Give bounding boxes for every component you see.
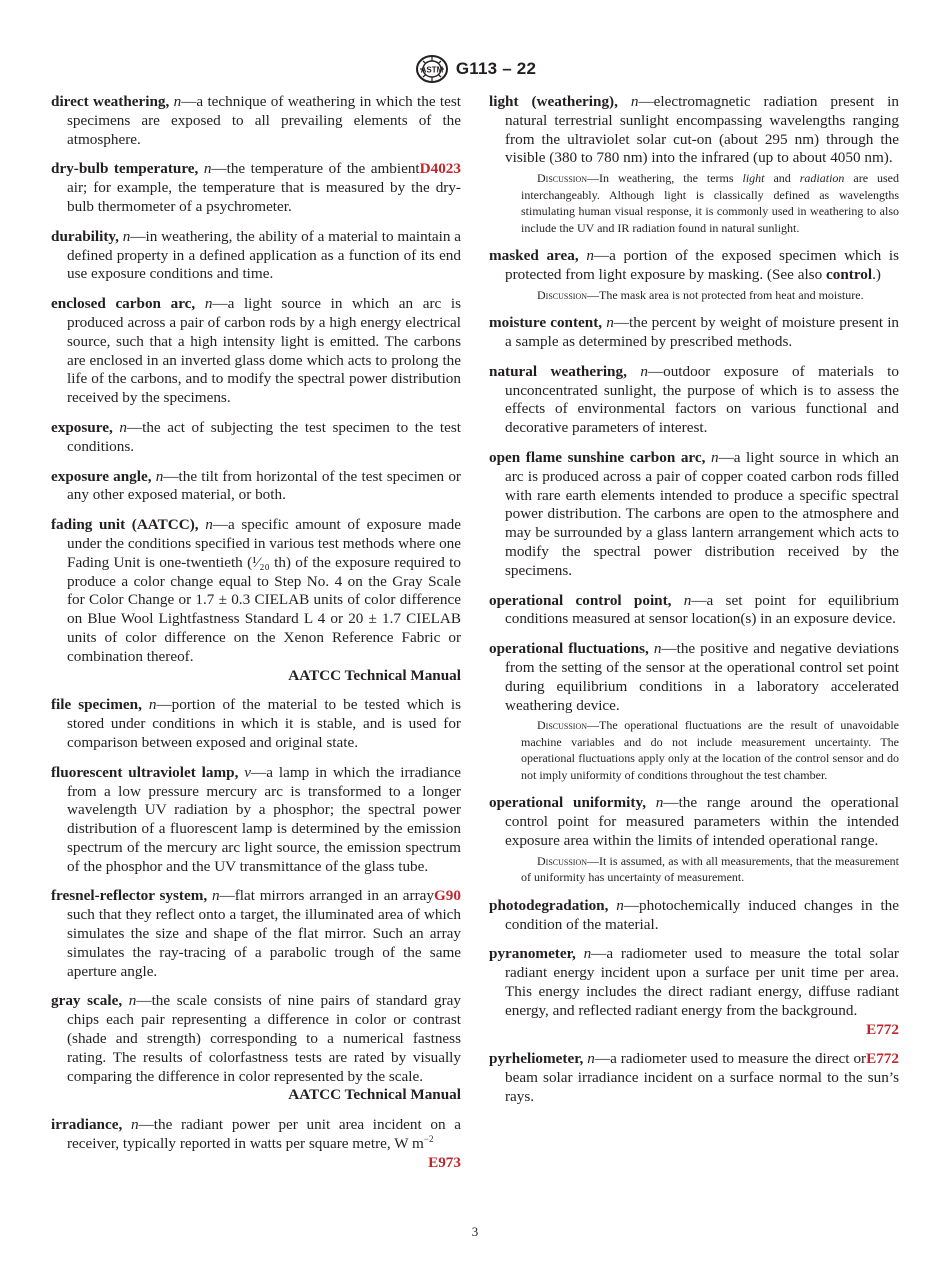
- glossary-entry: [489, 247, 899, 303]
- reference-code: D4023: [419, 160, 461, 178]
- entry-text: [51, 992, 461, 1105]
- glossary-entry: [51, 295, 461, 408]
- glossary-entry: [489, 93, 899, 236]
- discussion-label: Discussion: [537, 171, 588, 186]
- entry-term: operational uniformity,: [489, 794, 647, 812]
- entry-text: [51, 93, 461, 149]
- entry-definition: —a radiometer used to measure the direct or beam solar irradiance incident on a surface normal to the sun’s rays.: [505, 1050, 899, 1105]
- part-of-speech: n: [122, 227, 131, 245]
- glossary-entry: [51, 1116, 461, 1172]
- entry-text: [489, 640, 899, 783]
- discussion-label: Discussion: [537, 853, 588, 868]
- entry-definition: —in weathering, the ability of a material to maintain a defined property in a defined application as a function of its end use exposure conditions and time.: [67, 227, 462, 283]
- entry-definition: —flat mirrors arranged in an array such that they reflect onto a target, the illuminated area of which simulates the size and shape of the flat mirror. Such an array simulates the ray-tracing of a parabolic trough of the same aperture angle.: [67, 887, 461, 980]
- entry-term: fading unit (AATCC),: [51, 516, 199, 534]
- glossary-entry: [51, 468, 461, 506]
- part-of-speech: n: [630, 93, 639, 110]
- entry-term: light (weathering),: [489, 93, 618, 110]
- part-of-speech: v: [244, 763, 252, 781]
- part-of-speech: n: [587, 1050, 595, 1068]
- entry-text: [51, 1116, 461, 1172]
- entry-definition: —the scale consists of nine pairs of standard gray chips each pair representing a difference in color or contrast (shade and strength) corresponding to a numerical fastness rating. The results of colorfastness tests are rated by visually comparing the difference in color represented by the scale.: [67, 992, 462, 1085]
- entry-term: operational control point,: [489, 591, 672, 609]
- entry-term: file specimen,: [51, 696, 142, 714]
- entry-definition: —a light source in which an arc is produced across a pair of copper coated carbon rods filled with rare earth elements intended to produce a specific spectral power distribution. The carbons are open to the atmosphere and may be surrounded by a glass lantern arrangement which acts to modify the spectral power distribution received by the specimens.: [505, 449, 899, 579]
- entry-text: [489, 363, 899, 438]
- entry-text: [489, 592, 899, 630]
- part-of-speech: n: [119, 418, 127, 436]
- entry-term: exposure,: [51, 418, 113, 436]
- discussion-text: and: [764, 171, 800, 186]
- entry-term: pyranometer,: [489, 945, 576, 963]
- superscript: −2: [423, 1133, 434, 1144]
- entry-definition: —portion of the material to be tested which is stored under conditions in which it is stable, and is used for comparison between exposed and original state.: [67, 696, 462, 751]
- entry-definition: —the percent by weight of moisture present in a sample as determined by prescribed methods.: [505, 314, 900, 351]
- discussion-text: —The operational fluctuations are the result of unavoidable machine variables and do not include measurement uncertainty. The operational fluctuations apply only at the location of the control sensor and do not imply uniformity of conditions throughout the test chamber.: [521, 718, 899, 782]
- entry-term: irradiance,: [51, 1116, 123, 1134]
- glossary-entry: [51, 516, 461, 685]
- entry-term: fluorescent ultraviolet lamp,: [51, 763, 239, 781]
- part-of-speech: n: [203, 160, 212, 178]
- part-of-speech: n: [710, 449, 719, 467]
- entry-term: moisture content,: [489, 314, 603, 332]
- part-of-speech: n: [211, 887, 220, 905]
- reference-code: E973: [428, 1153, 461, 1171]
- part-of-speech: n: [606, 314, 614, 332]
- entry-text: [489, 314, 899, 352]
- entry-term: photodegradation,: [489, 896, 609, 914]
- entry-text: [51, 696, 461, 752]
- entry-term: durability,: [51, 227, 119, 245]
- entry-definition: —electromagnetic radiation present in natural terrestrial sunlight encompassing wavelengths ranging from the ultraviolet solar cut-on (about 295 nm) through the visible (380 to 780 nm) into the infrared (up to about 4050 nm).: [505, 93, 899, 167]
- discussion-label: Discussion: [537, 287, 588, 302]
- entry-definition: —a radiometer used to measure the total solar radiant energy incident upon a surface per unit time per area. This energy includes the direct radiant energy, diffuse radiant energy, and reflected radiant energy from the background.: [505, 945, 899, 1019]
- discussion-note: [505, 287, 899, 304]
- entry-text: [489, 945, 899, 1039]
- cross-reference: control: [825, 265, 873, 283]
- entry-text: [489, 449, 899, 581]
- entry-definition: —a technique of weathering in which the test specimens are exposed to all prevailing elements of the atmosphere.: [67, 93, 461, 148]
- discussion-note: [505, 717, 899, 783]
- entry-definition: —the temperature of the ambient air; for example, the temperature that is measured by the dry-bulb thermometer of a psychrometer.: [67, 160, 461, 215]
- glossary-entry: [51, 992, 461, 1105]
- entry-text: [51, 295, 461, 408]
- entry-term: dry-bulb temperature,: [51, 160, 199, 178]
- entry-definition: —the positive and negative deviations from the setting of the sensor at the operational control set point during equilibrium conditions in a laboratory accelerated weathering device.: [505, 640, 900, 714]
- entry-definition: —a set point for equilibrium conditions measured at sensor location(s) in an exposure device.: [505, 591, 900, 628]
- entry-text: [51, 764, 461, 877]
- entry-text: [489, 1050, 899, 1106]
- part-of-speech: n: [130, 1116, 139, 1134]
- entry-definition: —a lamp in which the irradiance from a low pressure mercury arc is transformed to a longer wavelength UV radiation by a phosphor; the spectral power distribution of a fluorescent lamp is determined by the emission spectrum of the mercury arc light source, the emission spectrum of the phosphor and the UV transmittance of the glass tube.: [67, 763, 461, 875]
- astm-logo-icon: [414, 54, 450, 84]
- right-column: [489, 93, 899, 1118]
- reference-code: E772: [866, 1020, 899, 1038]
- glossary-entry: [51, 887, 461, 981]
- glossary-entry: [489, 945, 899, 1039]
- reference-source: AATCC Technical Manual: [288, 666, 461, 684]
- entry-text: [489, 93, 899, 236]
- discussion-text: —The mask area is not protected from heat and moisture.: [587, 287, 864, 302]
- part-of-speech: n: [148, 696, 157, 714]
- part-of-speech: n: [653, 640, 662, 658]
- glossary-entry: [51, 696, 461, 752]
- part-of-speech: n: [155, 467, 164, 485]
- svg-text:ASTM: ASTM: [420, 65, 444, 75]
- glossary-entry: [489, 449, 899, 581]
- part-of-speech: n: [586, 247, 594, 265]
- page-header: [0, 54, 950, 84]
- entry-tail: .): [872, 265, 881, 283]
- glossary-entry: [489, 1050, 899, 1106]
- part-of-speech: n: [204, 295, 213, 313]
- part-of-speech: n: [583, 945, 592, 963]
- entry-text: [489, 247, 899, 303]
- entry-term: masked area,: [489, 247, 579, 265]
- entry-text: [489, 794, 899, 885]
- part-of-speech: n: [128, 992, 137, 1010]
- part-of-speech: n: [205, 516, 213, 534]
- part-of-speech: n: [655, 794, 664, 812]
- document-id: G113 – 22: [455, 59, 537, 78]
- entry-term: gray scale,: [51, 992, 123, 1010]
- entry-text: [51, 419, 461, 457]
- entry-definition: —a light source in which an arc is produced across a pair of carbon rods by a high energy electrical source, such that a high intensity light is emitted. The carbons are enclosed in an inverted glass dome which acts to prolong the life of the carbons, and to modify the spectral power distribution received by the specimens.: [67, 295, 461, 407]
- reference-code: E772: [866, 1050, 899, 1068]
- entry-term: operational fluctuations,: [489, 640, 649, 658]
- discussion-note: [505, 170, 899, 236]
- discussion-term: radiation: [799, 171, 845, 186]
- glossary-entry: [51, 228, 461, 284]
- part-of-speech: n: [616, 896, 624, 914]
- reference-code: G90: [433, 887, 461, 905]
- glossary-entry: [489, 794, 899, 885]
- entry-text: [51, 516, 461, 685]
- discussion-note: [505, 853, 899, 886]
- entry-text: [51, 228, 461, 284]
- entry-text: [51, 887, 461, 981]
- part-of-speech: n: [683, 591, 692, 609]
- entry-definition: —a specific amount of exposure made under the conditions specified in various test methods where one Fading Unit is one-twentieth (¹⁄₂₀ th) of the exposure required to produce a color change equal to Step No. 4 on the Gray Scale for Color Change or 1.7 ± 0.3 CIELAB units of color difference on Blue Wool Lightfastness Standard L 4 or 20 ± 1.7 CIELAB units of color difference on the Xenon Reference Fabric or combination thereof.: [67, 516, 461, 665]
- glossary-entry: [51, 93, 461, 149]
- entry-definition: —the tilt from horizontal of the test specimen or any other exposed material, or both.: [67, 467, 461, 504]
- glossary-entry: [489, 640, 899, 783]
- entry-definition: —a portion of the exposed specimen which is protected from light exposure by masking. (See also: [505, 247, 899, 283]
- entry-term: fresnel-reflector system,: [51, 887, 208, 905]
- glossary-entry: [489, 592, 899, 630]
- glossary-entry: [489, 363, 899, 438]
- part-of-speech: n: [640, 362, 648, 380]
- glossary-entry: [489, 314, 899, 352]
- entry-term: pyrheliometer,: [489, 1050, 584, 1068]
- entry-definition: —outdoor exposure of materials to unconcentrated sunlight, the purpose of which is to assess the effects of environmental factors on various functional and decorative parameters of interest.: [505, 362, 900, 437]
- discussion-text: —It is assumed, as with all measurements, that the measurement of uniformity has uncertainty of measurement.: [521, 853, 899, 885]
- entry-text: [51, 160, 461, 216]
- glossary-entry: [489, 897, 899, 935]
- glossary-entry: [51, 764, 461, 877]
- entry-term: direct weathering,: [51, 93, 170, 110]
- glossary-entry: [51, 419, 461, 457]
- entry-definition: —the radiant power per unit area incident on a receiver, typically reported in watts per square metre, W m: [67, 1116, 462, 1153]
- entry-term: open flame sunshine carbon arc,: [489, 449, 706, 467]
- glossary-entry: [51, 160, 461, 216]
- page-number: 3: [471, 1224, 479, 1239]
- entry-term: enclosed carbon arc,: [51, 295, 196, 313]
- entry-text: [51, 468, 461, 506]
- entry-term: exposure angle,: [51, 467, 152, 485]
- entry-definition: —the act of subjecting the test specimen to the test conditions.: [67, 418, 462, 455]
- part-of-speech: n: [173, 93, 182, 110]
- entry-text: [489, 897, 899, 935]
- discussion-text: are used interchangeably. Although light is classically defined as wavelengths stimulating human visual response, it is commonly used in weathering to also include the UV and IR radiation found in natural sunlight.: [521, 171, 899, 235]
- discussion-text: —In weathering, the terms: [587, 171, 743, 186]
- entry-definition: —photochemically induced changes in the condition of the material.: [505, 896, 899, 933]
- discussion-term: light: [742, 171, 765, 186]
- entry-term: natural weathering,: [489, 362, 627, 380]
- left-column: [51, 93, 461, 1184]
- reference-source: AATCC Technical Manual: [288, 1086, 461, 1104]
- discussion-label: Discussion: [537, 718, 588, 733]
- entry-definition: —the range around the operational control point for measured parameters within the intended exposure area within the limits of intended operational range.: [505, 794, 900, 850]
